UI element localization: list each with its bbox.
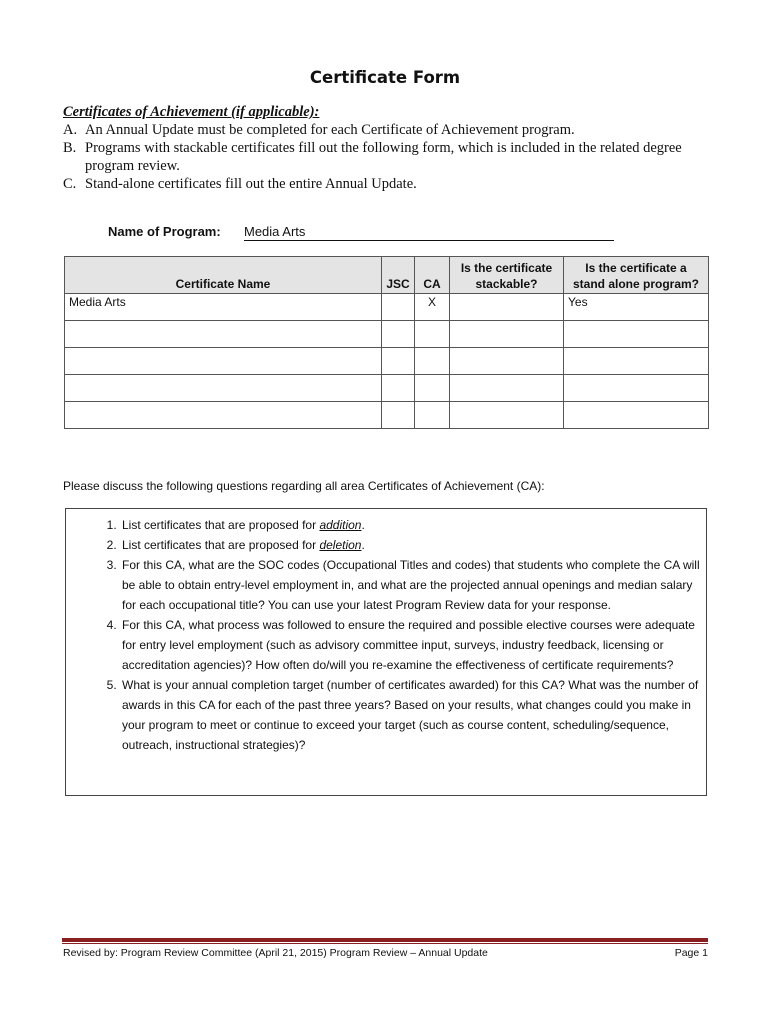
question-text: List certificates that are proposed for <box>122 538 320 552</box>
intro-item-text: Stand-alone certificates fill out the entire Annual Update. <box>85 176 417 192</box>
cell-ca[interactable] <box>415 348 450 375</box>
cell-stand-alone[interactable] <box>564 348 709 375</box>
intro-item-letter: B. <box>63 140 77 156</box>
table-row <box>65 348 709 375</box>
cell-ca[interactable]: X <box>415 294 450 321</box>
cell-jsc[interactable] <box>382 348 415 375</box>
question-emphasis: addition <box>319 518 362 532</box>
list-item <box>120 555 706 615</box>
cell-stackable[interactable] <box>450 375 564 402</box>
intro-item <box>63 175 713 193</box>
cell-certificate-name[interactable] <box>65 402 382 429</box>
program-name-field[interactable]: Media Arts <box>244 224 614 241</box>
question-text: What is your annual completion target (number of certificates awarded) for this CA? What was the number of awards in this CA for each of the past three years? Based on your results, what changes could you make in your program to meet or continue to exceed your target (such as course content, scheduling/sequence, outreach, instructional strategies)? <box>122 678 699 752</box>
cell-stand-alone[interactable] <box>564 402 709 429</box>
question-text: For this CA, what are the SOC codes (Occupational Titles and codes) that students who complete the CA will be able to obtain entry-level employment in, and what are the projected annual openings and median salary for each occupational title? You can use your latest Program Review data for your response. <box>122 558 700 612</box>
list-item <box>120 535 706 555</box>
intro-item <box>63 139 713 175</box>
column-header-ca: CA <box>415 257 450 294</box>
cell-jsc[interactable] <box>382 402 415 429</box>
cell-stackable[interactable] <box>450 321 564 348</box>
list-item <box>120 515 706 535</box>
program-name-label: Name of Program: <box>108 224 221 239</box>
cell-jsc[interactable] <box>382 294 415 321</box>
cell-stackable[interactable] <box>450 402 564 429</box>
column-header-jsc: JSC <box>382 257 415 294</box>
cell-jsc[interactable] <box>382 375 415 402</box>
cell-ca[interactable] <box>415 321 450 348</box>
intro-item-text: Programs with stackable certificates fill out the following form, which is included in the related degree program review. <box>85 140 682 174</box>
questions-box <box>65 508 707 796</box>
table-row <box>65 402 709 429</box>
certificate-table <box>64 256 709 429</box>
footer-rule-thin <box>62 943 708 944</box>
discussion-intro: Please discuss the following questions regarding all area Certificates of Achievement (CA): <box>63 479 545 493</box>
intro-item-text: An Annual Update must be completed for each Certificate of Achievement program. <box>85 122 575 138</box>
page-title: Certificate Form <box>309 68 461 87</box>
cell-stackable[interactable] <box>450 294 564 321</box>
column-header-certificate-name: Certificate Name <box>65 257 382 294</box>
list-item <box>120 615 706 675</box>
intro-item-letter: C. <box>63 176 77 192</box>
cell-stand-alone[interactable] <box>564 321 709 348</box>
intro-heading: Certificates of Achievement (if applicable): <box>63 104 320 120</box>
footer-revision-text: Revised by: Program Review Committee (April 21, 2015) Program Review – Annual Update <box>63 947 488 959</box>
list-item <box>120 675 706 755</box>
table-row <box>65 294 709 321</box>
cell-ca[interactable] <box>415 402 450 429</box>
cell-certificate-name[interactable] <box>65 348 382 375</box>
question-tail: . <box>361 518 365 532</box>
intro-section <box>63 103 713 193</box>
intro-item-letter: A. <box>63 122 78 138</box>
column-header-stand-alone: Is the certificate a stand alone program? <box>564 257 709 294</box>
question-emphasis: deletion <box>319 538 362 552</box>
cell-ca[interactable] <box>415 375 450 402</box>
question-tail: . <box>361 538 365 552</box>
question-text: List certificates that are proposed for <box>122 518 320 532</box>
table-row <box>65 321 709 348</box>
intro-item <box>63 121 713 139</box>
cell-stand-alone[interactable] <box>564 375 709 402</box>
program-name-row <box>108 224 614 241</box>
table-row <box>65 375 709 402</box>
cell-certificate-name[interactable] <box>65 321 382 348</box>
question-text: For this CA, what process was followed to ensure the required and possible elective courses were adequate for entry level employment (such as advisory committee input, surveys, industry feedback, licensing or accreditation agencies)? How often do/will you re-examine the effectiveness of certificate requirements? <box>122 618 695 672</box>
cell-jsc[interactable] <box>382 321 415 348</box>
column-header-stackable: Is the certificate stackable? <box>450 257 564 294</box>
questions-list <box>66 515 706 755</box>
table-header-row <box>65 257 709 294</box>
page-number: Page 1 <box>674 947 708 959</box>
page-footer <box>63 947 708 959</box>
cell-stackable[interactable] <box>450 348 564 375</box>
cell-certificate-name[interactable]: Media Arts <box>65 294 382 321</box>
cell-certificate-name[interactable] <box>65 375 382 402</box>
cell-stand-alone[interactable]: Yes <box>564 294 709 321</box>
footer-rule <box>62 938 708 942</box>
